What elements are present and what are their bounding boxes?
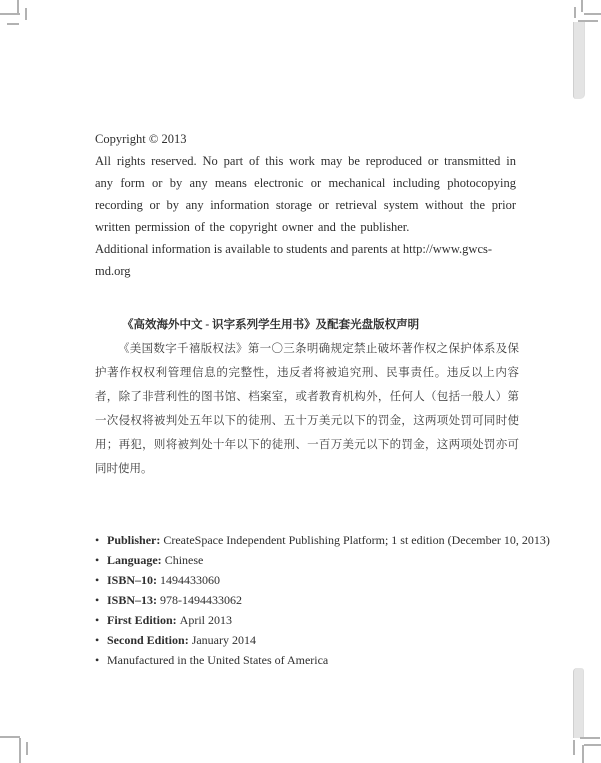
detail-value: Manufactured in the United States of America	[107, 653, 329, 667]
crop-mark-top-left-dash	[7, 23, 19, 25]
bullet-icon: •	[95, 593, 100, 607]
chinese-copyright-paragraph: 《美国数字千禧版权法》第一〇三条明确规定禁止破坏著作权之保护体系及保护著作权权利管理信息的完整性，违反者将被追究刑、民事责任。违反以上内容者，除了非营利性的图书馆、档案室，或者教育机构外，任何人（包括一般人）第一次侵权将被判处五年以下的徒刑、五十万美元以下的罚金，这两项处罚可同时使用；再犯，则将被判处十年以下的徒刑、一百万美元以下的罚金，这两项处罚亦可同时使用。	[95, 343, 519, 475]
detail-item-isbn10	[95, 570, 565, 590]
crop-mark-top-left-horizontal	[0, 13, 20, 15]
additional-info-line: Additional information is available to students and parents at http://www.gwcs-md.org	[95, 242, 493, 278]
crop-mark-top-left-vertical	[17, 0, 19, 13]
rights-reserved-paragraph: All rights reserved. No part of this work may be reproduced or transmitted in any form or by any means electronic or mechanical including photocopying recording or by any information storage or retrieval system without the prior written permission of the copyright owner and the publisher.	[95, 154, 516, 234]
crop-mark-top-right-vertical-tick	[574, 7, 576, 18]
crop-mark-bottom-left-vertical-tick	[26, 742, 28, 755]
english-copyright-block	[95, 128, 516, 282]
detail-label: Language:	[107, 553, 165, 567]
detail-label: Publisher:	[107, 533, 164, 547]
chinese-copyright-block	[95, 313, 519, 481]
bullet-icon: •	[95, 613, 100, 627]
chinese-copyright-heading: 《高效海外中文 - 识字系列学生用书》及配套光盘版权声明	[122, 319, 420, 331]
detail-label: ISBN–10:	[107, 573, 161, 587]
copyright-line: Copyright © 2013	[95, 132, 187, 146]
crop-mark-bottom-right-dash	[580, 737, 600, 739]
detail-item-isbn13	[95, 590, 565, 610]
detail-value: CreateSpace Independent Publishing Platform; 1 st edition (December 10, 2013)	[163, 533, 550, 547]
detail-item-second-edition	[95, 630, 565, 650]
detail-item-language	[95, 550, 565, 570]
crop-mark-bottom-left-horizontal	[0, 736, 20, 738]
crop-mark-top-left-vertical-tick	[25, 8, 27, 20]
detail-value: April 2013	[179, 613, 233, 627]
crop-mark-top-right-horizontal	[584, 13, 601, 15]
detail-value: 978-1494433062	[160, 593, 243, 607]
detail-item-publisher	[95, 530, 565, 550]
crop-mark-bottom-right-horizontal	[584, 744, 601, 746]
detail-label: ISBN–13:	[107, 593, 161, 607]
crop-mark-bottom-left-vertical	[19, 738, 21, 763]
detail-item-first-edition	[95, 610, 565, 630]
scan-artifact-bar-top-right	[573, 22, 585, 99]
detail-value: 1494433060	[160, 573, 221, 587]
bullet-icon: •	[95, 553, 100, 567]
crop-mark-bottom-right-vertical	[582, 745, 584, 763]
detail-label: First Edition:	[107, 613, 180, 627]
detail-item-manufactured	[95, 650, 565, 670]
scan-artifact-bar-bottom-right	[573, 668, 584, 738]
crop-mark-top-right-vertical	[581, 0, 583, 12]
detail-value: Chinese	[164, 553, 204, 567]
detail-label: Second Edition:	[107, 633, 192, 647]
detail-value: January 2014	[191, 633, 257, 647]
bullet-icon: •	[95, 633, 100, 647]
bullet-icon: •	[95, 573, 100, 587]
bullet-icon: •	[95, 653, 100, 667]
bullet-icon: •	[95, 533, 100, 547]
publication-details-list	[95, 530, 565, 670]
crop-mark-bottom-right-vertical-tick	[573, 740, 575, 755]
